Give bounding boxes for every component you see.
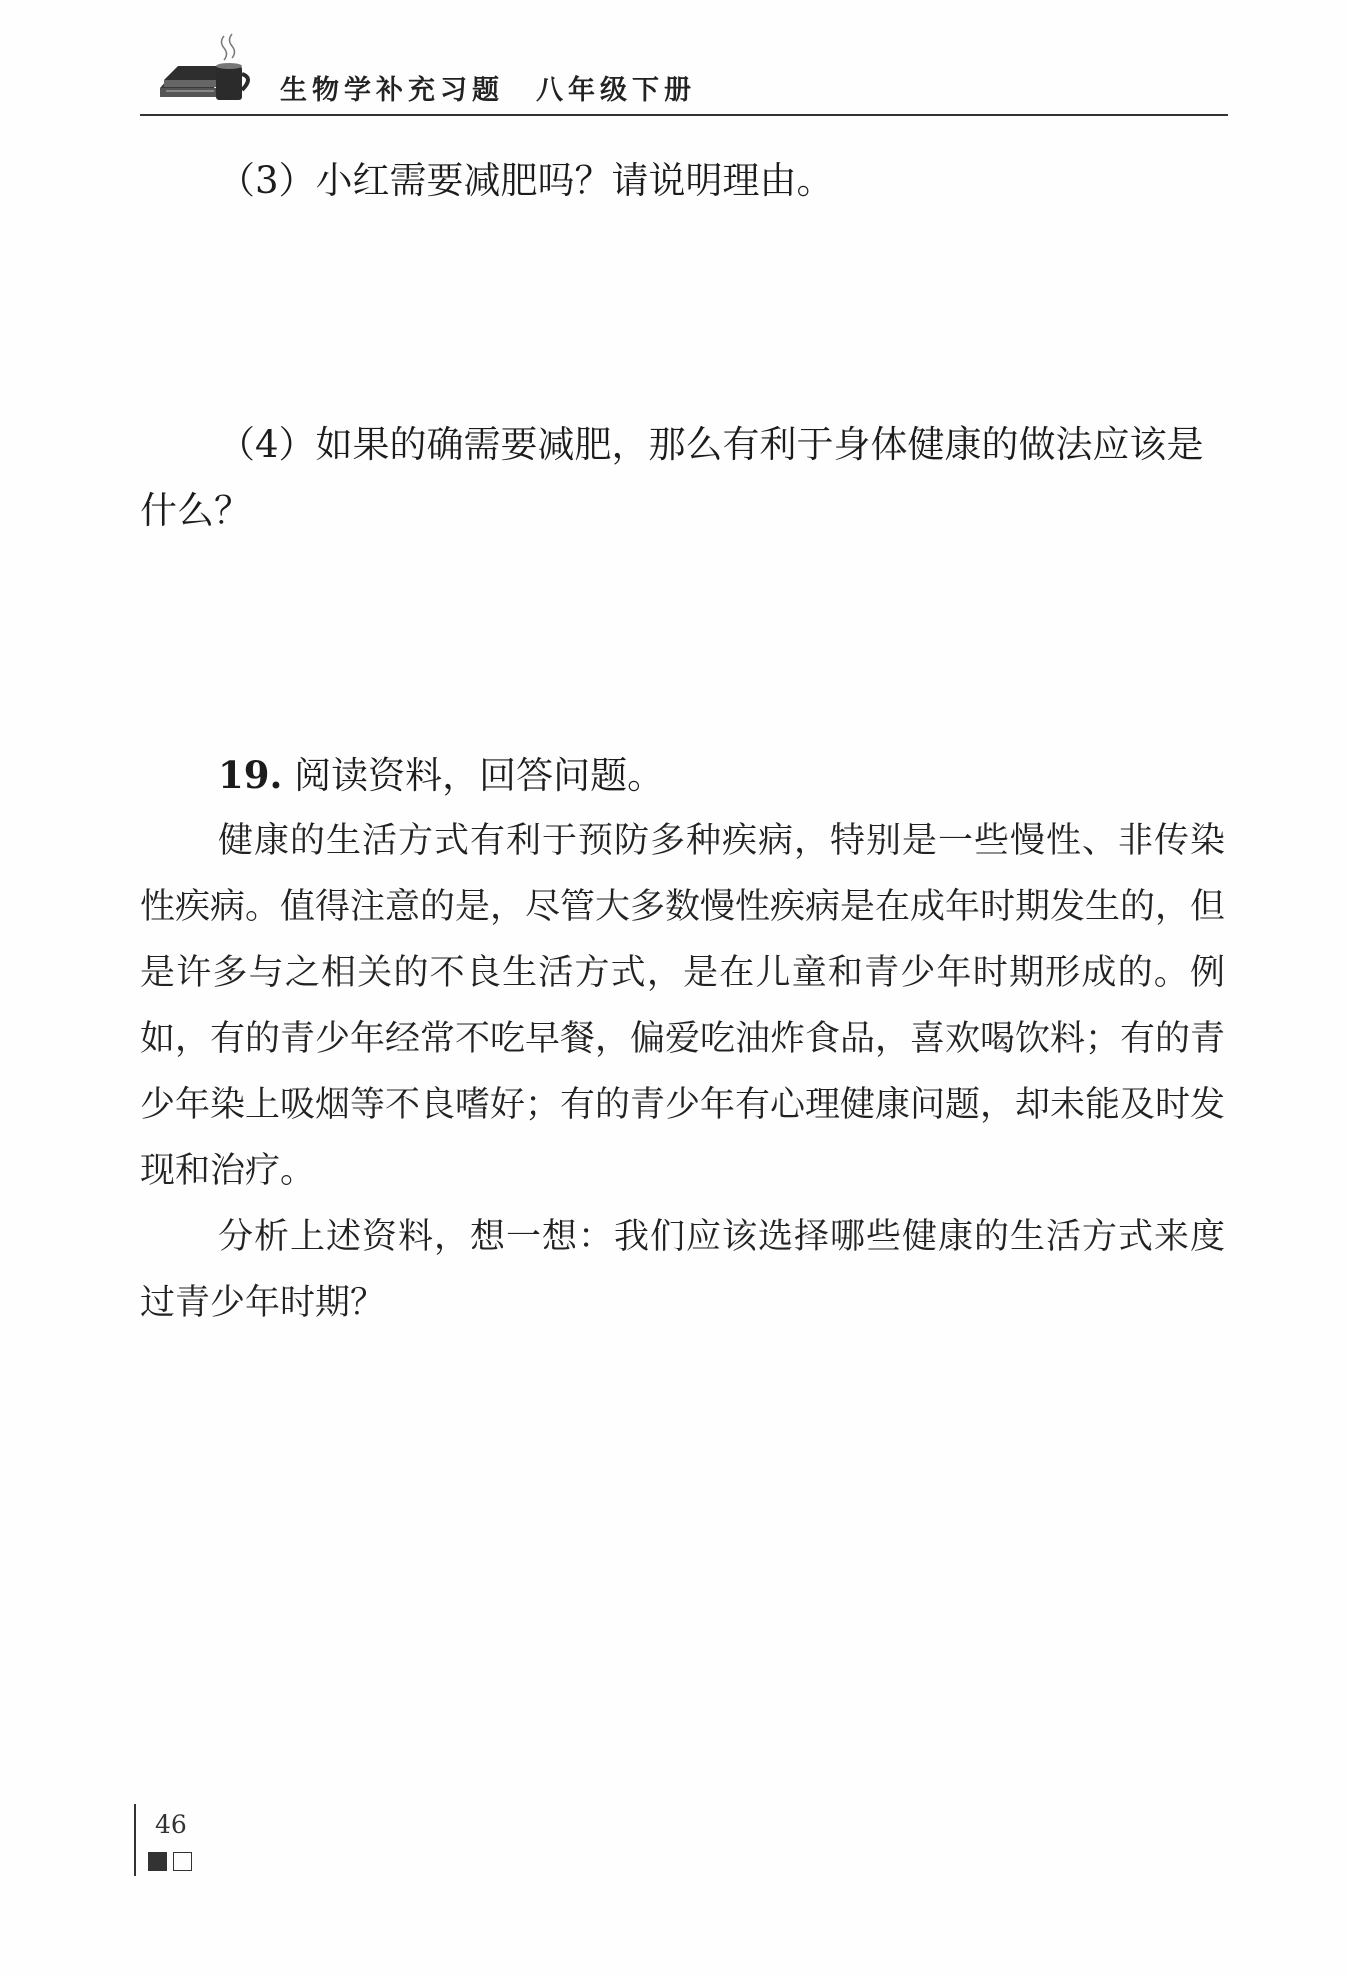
question-19-title: 阅读资料，回答问题。 bbox=[294, 754, 665, 797]
analysis-prompt bbox=[140, 1204, 1225, 1336]
question-18-4-line2: 什么？ bbox=[140, 489, 251, 532]
book-and-cup-icon bbox=[158, 30, 258, 110]
question-number: 19. bbox=[218, 753, 283, 797]
reading-material bbox=[140, 808, 1225, 1204]
question-19-heading bbox=[218, 742, 664, 809]
filled-square-marker bbox=[148, 1852, 167, 1871]
page-header bbox=[158, 30, 1228, 120]
page-number: 46 bbox=[155, 1810, 187, 1839]
footer-rule bbox=[134, 1804, 136, 1876]
material-paragraph: 健康的生活方式有利于预防多种疾病，特别是一些慢性、非传染性疾病。值得注意的是，尽管大多数慢性疾病是在成年时期发生的，但是许多与之相关的不良生活方式，是在儿童和青少年时期形成的。例如，有的青少年经常不吃早餐，偏爱吃油炸食品，喜欢喝饮料；有的青少年染上吸烟等不良嗜好；有的青少年有心理健康问题，却未能及时发现和治疗。 bbox=[140, 821, 1226, 1191]
book-title: 生物学补充习题 八年级下册 bbox=[280, 75, 696, 106]
question-18-3: （3）小红需要减肥吗？请说明理由。 bbox=[218, 159, 834, 202]
prompt-paragraph: 分析上述资料，想一想：我们应该选择哪些健康的生活方式来度过青少年时期？ bbox=[140, 1217, 1225, 1323]
empty-square-marker bbox=[173, 1852, 192, 1871]
question-18-4-line1: （4）如果的确需要减肥，那么有利于身体健康的做法应该是 bbox=[218, 423, 1204, 466]
header-divider bbox=[140, 114, 1228, 116]
